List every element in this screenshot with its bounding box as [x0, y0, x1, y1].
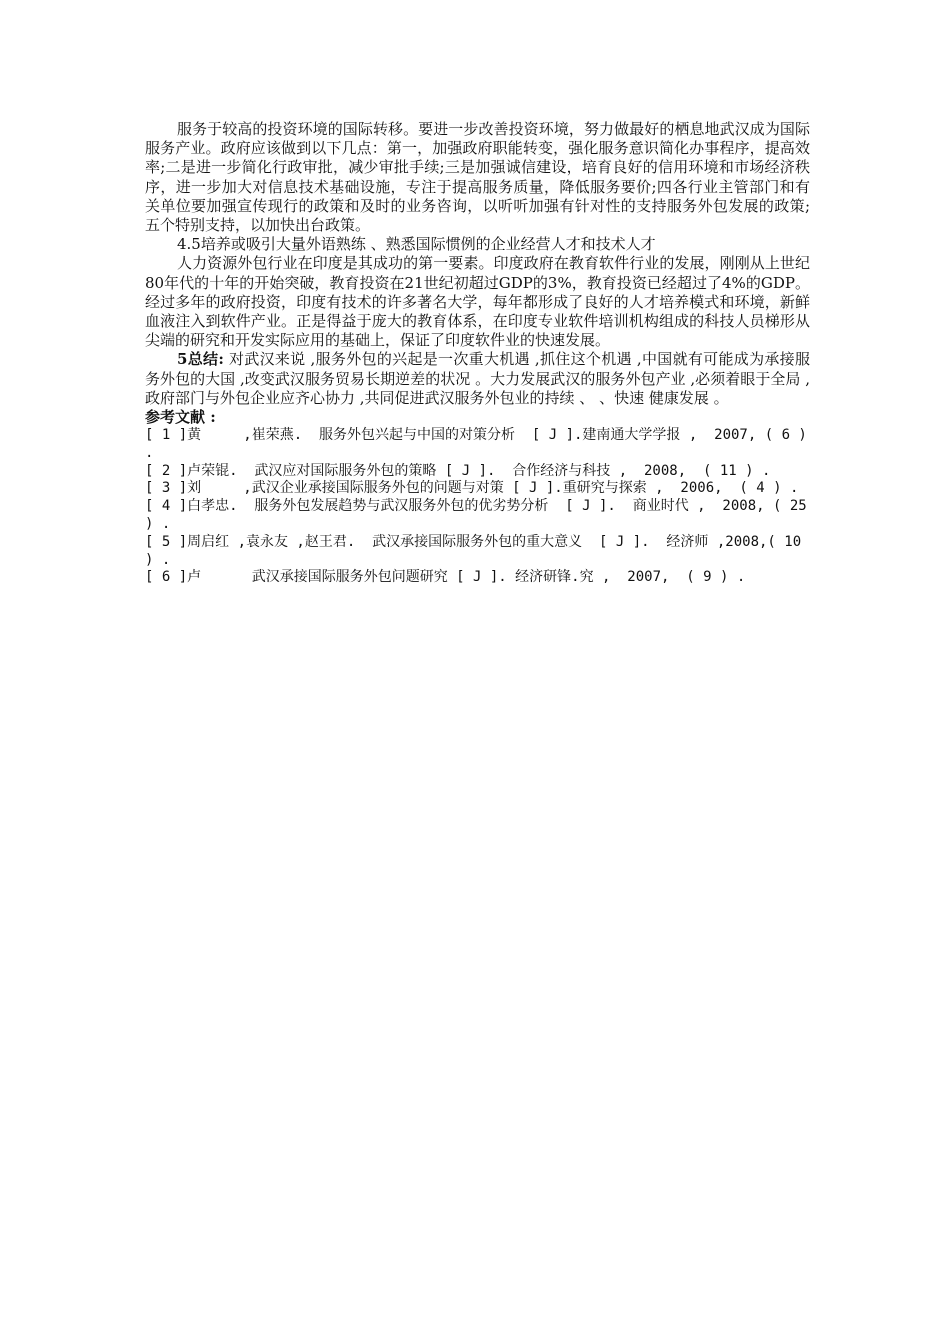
conclusion-paragraph	[145, 350, 810, 408]
document-page	[145, 120, 816, 587]
conclusion-text: 对武汉来说 ,服务外包的兴起是一次重大机遇 ,抓住这个机遇 ,中国就有可能成为承接服务外包的大国 ,改变武汉服务贸易长期逆差的状况 。大力发展武汉的服务外包产业 ,必须着眼于全局 ,政府部门与外包企业应齐心协力 ,共同促进武汉服务外包业的持续 、 、快速 健康发展 。	[145, 350, 810, 407]
reference-item: [ 6 ]卢 武汉承接国际服务外包问题研究 [ J ]. 经济研锋.究 , 2007, ( 9 ) .	[145, 569, 746, 586]
body-paragraph-human-resources: 人力资源外包行业在印度是其成功的第一要素。印度政府在教育软件行业的发展，刚刚从上世纪80年代的十年的开始突破，教育投资在21世纪初超过GDP的3%，教育投资已经超过了4%的GDP。经过多年的政府投资，印度有技术的许多著名大学，每年都形成了良好的人才培养模式和环境，新鲜血液注入到软件产业。正是得益于庞大的教育体系，在印度专业软件培训机构组成的科技人员梯形从尖端的研究和开发实际应用的基础上，保证了印度软件业的快速发展。	[145, 254, 810, 350]
reference-item: [ 2 ]卢荣锟. 武汉应对国际服务外包的策略 [ J ]. 合作经济与科技 , 2008, ( 11 ) .	[145, 462, 771, 479]
reference-item: [ 4 ]白孝忠. 服务外包发展趋势与武汉服务外包的优劣势分析 [ J ]. 商业时代 , 2008, ( 25 ) .	[145, 498, 816, 533]
reference-item: [ 5 ]周启红 ,袁永友 ,赵王君. 武汉承接国际服务外包的重大意义 [ J ]. 经济师 ,2008,( 10 ) .	[145, 533, 810, 568]
references-list	[145, 427, 816, 587]
body-paragraph-investment-environment: 服务于较高的投资环境的国际转移。要进一步改善投资环境，努力做最好的栖息地武汉成为国际服务产业。政府应该做到以下几点：第一，加强政府职能转变，强化服务意识简化办事程序，提高效率;二是进一步简化行政审批，减少审批手续;三是加强诚信建设，培育良好的信用环境和市场经济秩序，进一步加大对信息技术基础设施，专注于提高服务质量，降低服务要价;四各行业主管部门和有关单位要加强宣传现行的政策和及时的业务咨询，以听听加强有针对性的支持服务外包发展的政策;五个特别支持，以加快出台政策。	[145, 120, 810, 235]
reference-item: [ 1 ]黄 ,崔荣燕. 服务外包兴起与中国的对策分析 [ J ].建南通大学学报 , 2007, ( 6 ) .	[145, 427, 816, 461]
section-heading-4-5: 4.5培养或吸引大量外语熟练 、熟悉国际惯例的企业经营人才和技术人才	[177, 235, 656, 254]
references-title: 参考文献 :	[145, 408, 216, 427]
conclusion-label: 5总结:	[177, 350, 224, 369]
reference-item: [ 3 ]刘 ,武汉企业承接国际服务外包的问题与对策 [ J ].重研究与探索 , 2006, ( 4 ) .	[145, 480, 799, 497]
